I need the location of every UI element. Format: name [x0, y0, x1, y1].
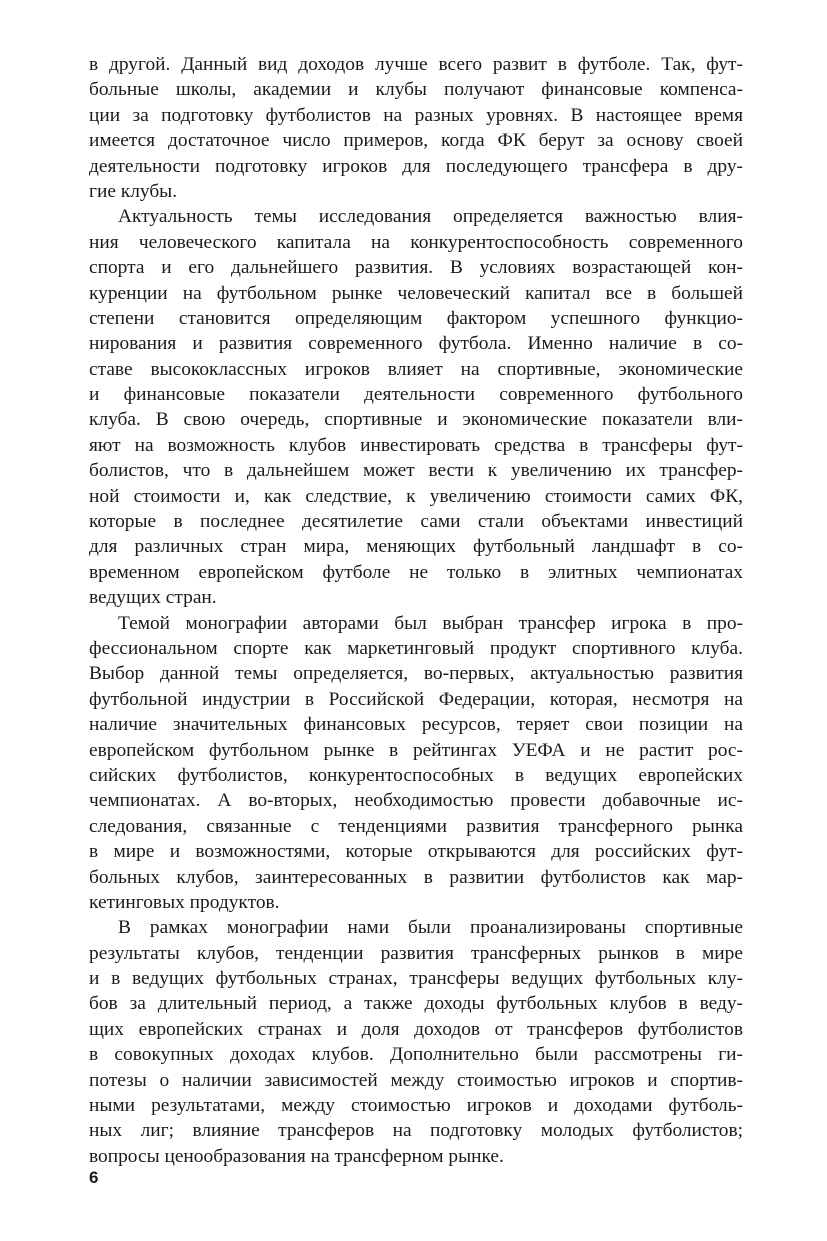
text-line: чемпионатах. А во-вторых, необходимостью провести добавочные ис-: [89, 790, 743, 812]
text-line: Актуальность темы исследования определяется важностью влия-: [118, 206, 743, 228]
text-line: Выбор данной темы определяется, во-первых, актуальностью развития: [89, 663, 743, 685]
text-line: болистов, что в дальнейшем может вести к увеличению их трансфер-: [89, 460, 743, 482]
text-line: ведущих стран.: [89, 587, 217, 609]
text-line: в мире и возможностями, которые открываются для российских фут-: [89, 841, 743, 863]
text-line: вопросы ценообразования на трансферном рынке.: [89, 1145, 504, 1167]
text-line: для различных стран мира, меняющих футбольный ландшафт в со-: [89, 536, 743, 558]
text-line: гие клубы.: [89, 180, 178, 202]
text-line: больные школы, академии и клубы получают финансовые компенса-: [89, 79, 743, 101]
text-line: куренции на футбольном рынке человеческий капитал все в большей: [89, 282, 743, 304]
text-line: щих европейских странах и доля доходов от трансферов футболистов: [89, 1018, 743, 1040]
text-line: ными результатами, между стоимостью игроков и доходами футболь-: [89, 1095, 743, 1117]
text-line: футбольной индустрии в Российской Федерации, которая, несмотря на: [89, 688, 743, 710]
text-line: ных лиг; влияние трансферов на подготовку молодых футболистов;: [89, 1120, 743, 1142]
text-line: ния человеческого капитала на конкурентоспособность современного: [89, 231, 743, 253]
text-line: которые в последнее десятилетие сами стали объектами инвестиций: [89, 511, 743, 533]
text-line: и финансовые показатели деятельности современного футбольного: [89, 384, 743, 406]
text-line: ной стоимости и, как следствие, к увеличению стоимости самих ФК,: [89, 485, 743, 507]
text-line: В рамках монографии нами были проанализированы спортивные: [118, 917, 743, 939]
text-line: деятельности подготовку игроков для последующего трансфера в дру-: [89, 155, 743, 177]
text-line: степени становится определяющим фактором успешного функцио-: [89, 307, 743, 329]
page-body: [89, 52, 743, 1169]
text-line: следования, связанные с тенденциями развития трансферного рынка: [89, 815, 743, 837]
text-line: имеется достаточное число примеров, когда ФК берут за основу своей: [89, 130, 743, 152]
text-line: нирования и развития современного футбола. Именно наличие в со-: [89, 333, 743, 355]
text-line: сийских футболистов, конкурентоспособных в ведущих европейских: [89, 764, 743, 786]
text-line: временном европейском футболе не только в элитных чемпионатах: [89, 561, 743, 583]
text-line: наличие значительных финансовых ресурсов, теряет свои позиции на: [89, 714, 743, 736]
text-line: в другой. Данный вид доходов лучше всего развит в футболе. Так, фут-: [89, 54, 743, 75]
text-line: ции за подготовку футболистов на разных уровнях. В настоящее время: [89, 104, 743, 126]
text-line: и в ведущих футбольных странах, трансферы ведущих футбольных клу-: [89, 968, 743, 990]
text-line: Темой монографии авторами был выбран трансфер игрока в про-: [118, 612, 743, 634]
text-line: больных клубов, заинтересованных в развитии футболистов как мар-: [89, 866, 743, 888]
text-line: спорта и его дальнейшего развития. В условиях возрастающей кон-: [89, 257, 743, 279]
paragraph: [89, 204, 743, 610]
text-line: клуба. В свою очередь, спортивные и экономические показатели вли-: [89, 409, 743, 431]
paragraph: [89, 915, 743, 1169]
paragraph: [89, 611, 743, 916]
text-line: фессиональном спорте как маркетинговый продукт спортивного клуба.: [89, 637, 743, 659]
text-line: результаты клубов, тенденции развития трансферных рынков в мире: [89, 942, 743, 964]
paragraph: [89, 52, 743, 204]
text-line: потезы о наличии зависимостей между стоимостью игроков и спортив-: [89, 1069, 743, 1091]
text-line: кетинговых продуктов.: [89, 891, 280, 913]
text-line: в совокупных доходах клубов. Дополнительно были рассмотрены ги-: [89, 1044, 743, 1066]
page-number: 6: [89, 1168, 99, 1187]
text-line: бов за длительный период, а также доходы футбольных клубов в веду-: [89, 993, 743, 1015]
text-line: ставе высококлассных игроков влияет на спортивные, экономические: [89, 358, 743, 380]
text-line: европейском футбольном рынке в рейтингах УЕФА и не растит рос-: [89, 739, 743, 761]
text-line: яют на возможность клубов инвестировать средства в трансферы фут-: [89, 434, 743, 456]
